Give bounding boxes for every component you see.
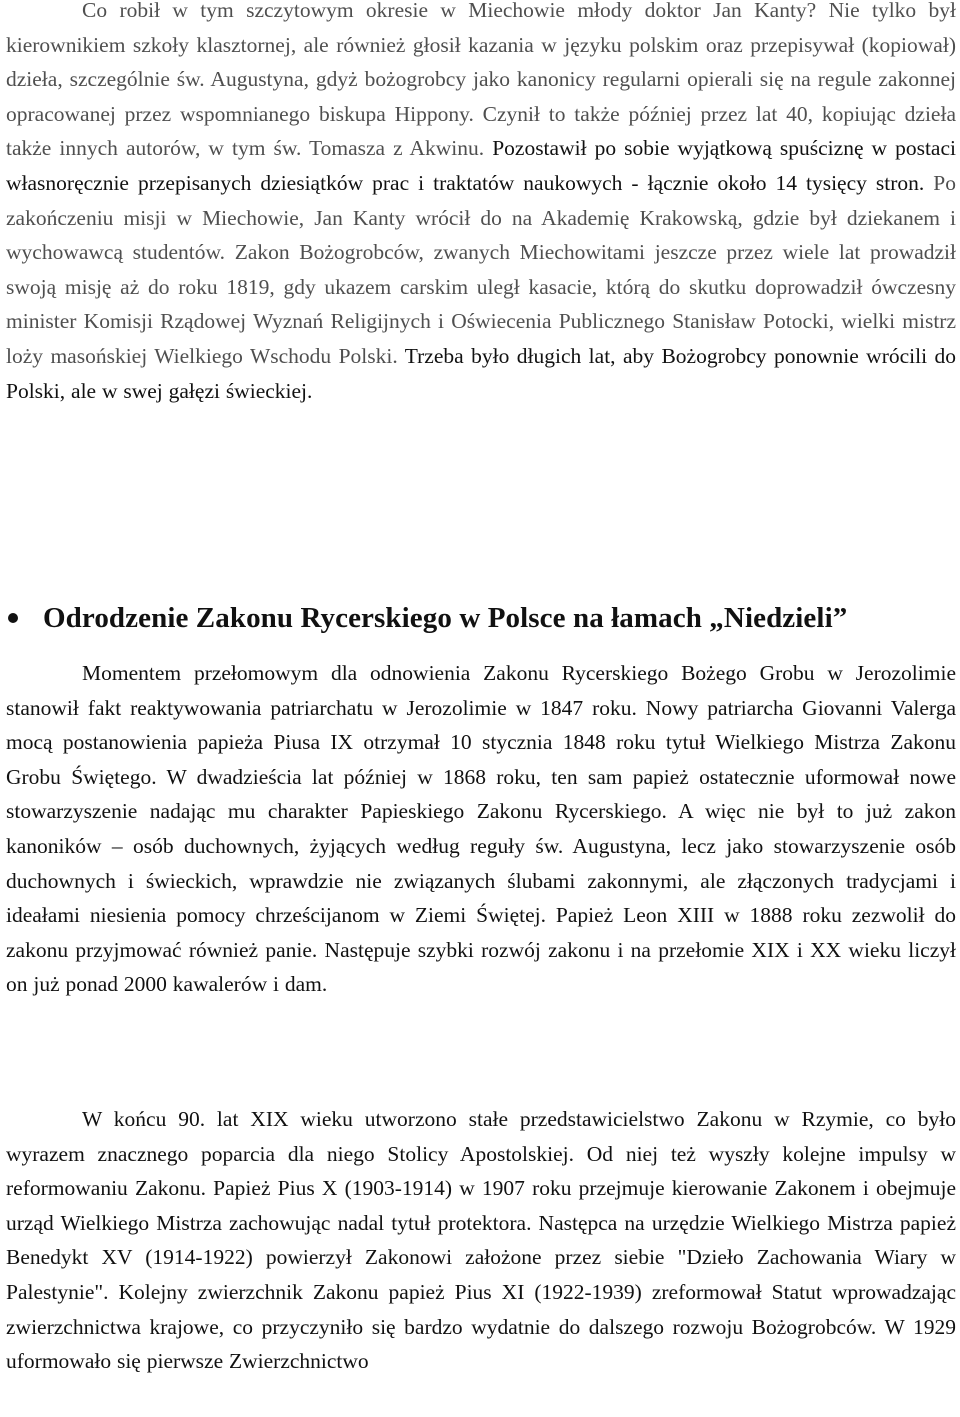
paragraph-1-segment-3: Po zakończeniu misji w Miechowie, Jan Kanty wrócił do na Akademię Krakowską, gdzie był dziekanem i wychowawcą studentów. Zakon Bożogrobców, zwanych Miechowitami jeszcze przez wiele lat prowadził swoją misję aż do roku 1819, gdy ukazem carskim uległ kasacie, którą do skutku doprowadził ówczesny minister Komisji Rządowej Wyznań Religijnych i Oświecenia Publicznego Stanisław Potocki, wielki mistrz loży masońskiej Wielkiego Wschodu Polski.: [6, 170, 957, 368]
bullet-icon: [8, 613, 18, 623]
paragraph-jan-kanty: [6, 0, 956, 408]
paragraph-1-segment-1: Co robił w tym szczytowym okresie w Miechowie młody doktor Jan Kanty? Nie tylko był kierownikiem szkoły klasztornej, ale również głosił kazania w języku polskim oraz przepisywał (kopiował) dzieła, szczególnie św. Augustyna, gdyż bożogrobcy jako kanonicy regularni opierali się na regule zakonnej opracowanej przez wspomnianego biskupa Hippony. Czynił to także później przez lat 40, kopiując dzieła także innych autorów, w tym św. Tomasza z Akwinu.: [6, 0, 956, 161]
paragraph-1-segment-4: Trzeba było długich lat, aby Bożogrobcy ponownie wrócili do Polski, ale w swej gałęzi świeckiej.: [6, 343, 956, 403]
section-heading-text: Odrodzenie Zakonu Rycerskiego w Polsce na łamach „Niedzieli”: [43, 601, 848, 634]
paragraph-w-koncu: W końcu 90. lat XIX wieku utworzono stałe przedstawicielstwo Zakonu w Rzymie, co było wyrazem znacznego poparcia dla niego Stolicy Apostolskiej. Od niej też wyszły kolejne impulsy w reformowaniu Zakonu. Papież Pius X (1903-1914) w 1907 roku przejmuje kierowanie Zakonem i obejmuje urząd Wielkiego Mistrza zachowując nadal tytuł protektora. Następca na urzędzie Wielkiego Mistrza papież Benedykt XV (1914-1922) powierzył Zakonowi założone przez siebie "Dzieło Zachowania Wiary w Palestynie". Kolejny zwierzchnik Zakonu papież Pius XI (1922-1939) zreformował Statut wprowadzając zwierzchnictwa krajowe, co przyczyniło się bardzo wydatnie do dalszego rozwoju Bożogrobców. W 1929 uformowało się pierwsze Zwierzchnictwo: [6, 1107, 956, 1374]
paragraph-1-segment-2: Pozostawił po sobie wyjątkową spuściznę w postaci własnoręcznie przepisanych dziesiątków prac i traktatów naukowych - łącznie około 14 tysięcy stron.: [6, 136, 956, 195]
paragraph-momentem: Momentem przełomowym dla odnowienia Zakonu Rycerskiego Bożego Grobu w Jerozolimie stanowił fakt reaktywowania patriarchatu w Jerozolimie w 1847 roku. Nowy patriarcha Giovanni Valerga mocą postanowienia papieża Piusa IX otrzymał 10 stycznia 1848 roku tytuł Wielkiego Mistrza Zakonu Grobu Świętego. W dwadzieścia lat później w 1868 roku, ten sam papież ostatecznie uformował nowe stowarzyszenie nadając mu charakter Papieskiego Zakonu Rycerskiego. A więc nie był to już zakon kanoników – osób duchownych, żyjących według reguły św. Augustyna, lecz jako stowarzyszenie osób duchownych i świeckich, wprawdzie nie związanych ślubami zakonnymi, ale złączonych tradycjami i ideałami niesienia pomocy chrześcijanom w Ziemi Świętej. Papież Leon XIII w 1888 roku zezwolił do zakonu przyjmować również panie. Następuje szybki rozwój zakonu i na przełomie XIX i XX wieku liczył on już ponad 2000 kawalerów i dam.: [6, 661, 956, 997]
section-heading: [6, 596, 956, 640]
